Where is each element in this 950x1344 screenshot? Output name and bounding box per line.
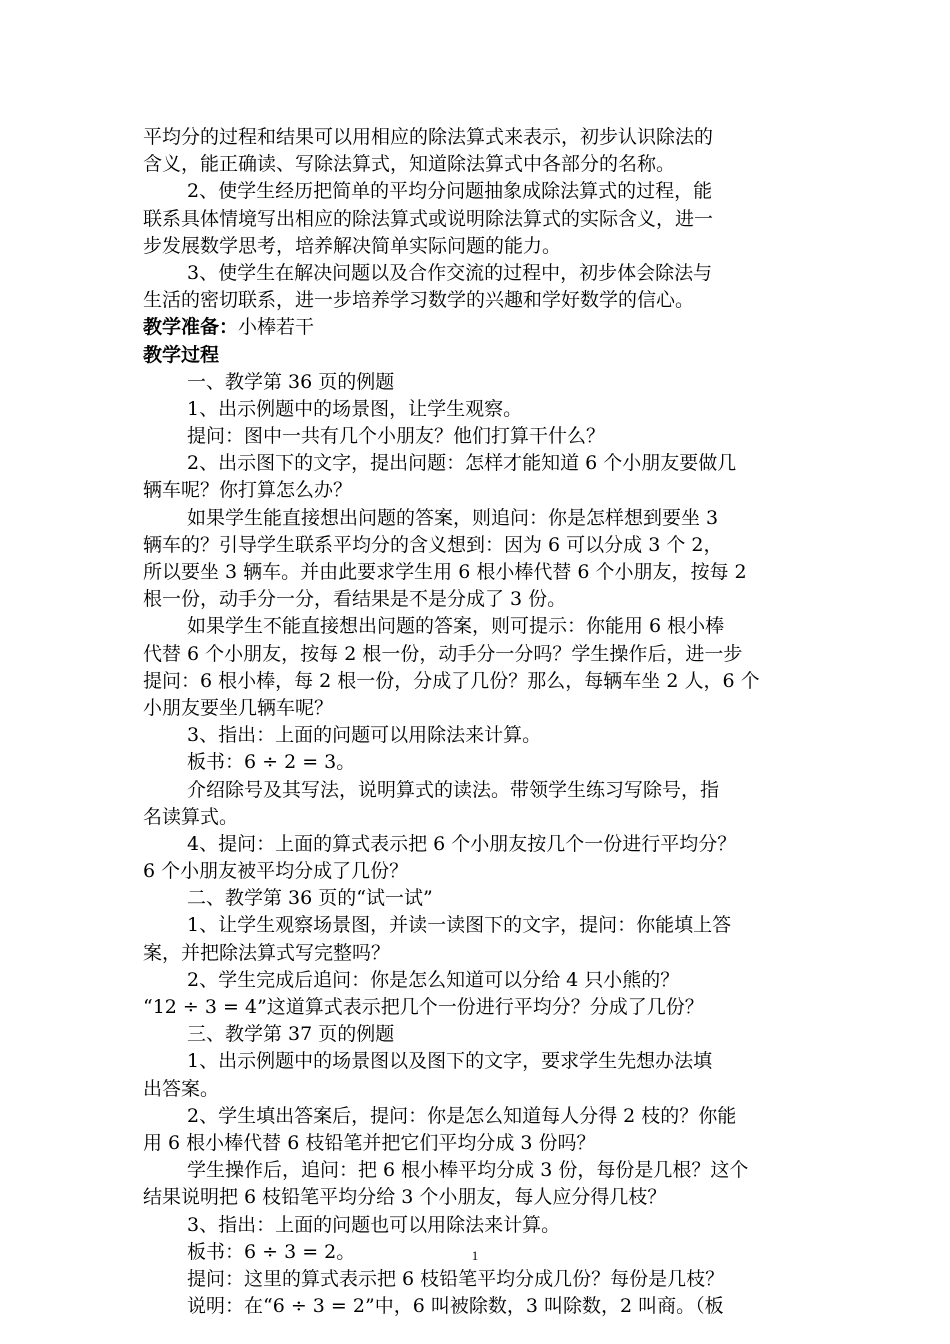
page-number: 1: [471, 1248, 479, 1263]
text-line: 步发展数学思考，培养解决简单实际问题的能力。: [143, 234, 562, 257]
text-line: 6 个小朋友被平均分成了几份？: [143, 860, 409, 883]
text-line: 2、学生填出答案后，提问：你是怎么知道每人分得 2 枝的？你能: [187, 1104, 737, 1127]
text-line: 提问：这里的算式表示把 6 枝铅笔平均分成几份？每份是几枝？: [187, 1267, 725, 1290]
text-line: 小朋友要坐几辆车呢？: [143, 696, 334, 719]
text-line: 案，并把除法算式写完整吗？: [143, 941, 391, 964]
text-line: “12 ÷ 3 = 4”这道算式表示把几个一份进行平均分？分成了几份？: [143, 996, 704, 1018]
text-line: 如果学生能直接想出问题的答案，则追问：你是怎样想到要坐 3: [187, 506, 719, 529]
text-line: 结果说明把 6 枝铅笔平均分给 3 个小朋友，每人应分得几枝？: [143, 1186, 667, 1209]
text-line: 联系具体情境写出相应的除法算式或说明除法算式的实际含义，进一: [143, 207, 714, 230]
teaching-preparation: [143, 314, 811, 341]
text-line: 生活的密切联系，进一步培养学习数学的兴趣和学好数学的信心。: [143, 289, 695, 312]
text-line: 提问：6 根小棒，每 2 根一份，分成了几份？那么，每辆车坐 2 人，6 个: [143, 669, 760, 692]
text-line: 代替 6 个小朋友，按每 2 根一份，动手分一分吗？学生操作后，进一步: [143, 642, 743, 665]
text-line: 辆车呢？你打算怎么办？: [143, 479, 353, 502]
text-line: 3、使学生在解决问题以及合作交流的过程中，初步体会除法与: [187, 261, 713, 284]
text-line: 学生操作后，追问：把 6 根小棒平均分成 3 份，每份是几根？这个: [187, 1159, 749, 1182]
text-line: 三、教学第 37 页的例题: [187, 1023, 395, 1046]
text-line: 如果学生不能直接想出问题的答案，则可提示：你能用 6 根小棒: [187, 615, 725, 638]
text-line: 含义，能正确读、写除法算式，知道除法算式中各部分的名称。: [143, 153, 676, 176]
text-line: 1、出示例题中的场景图，让学生观察。: [187, 397, 523, 420]
text-line: 1、让学生观察场景图，并读一读图下的文字，提问：你能填上答: [187, 914, 732, 937]
text-line: 平均分的过程和结果可以用相应的除法算式来表示，初步认识除法的: [143, 126, 714, 148]
text-line: 辆车的？引导学生联系平均分的含义想到：因为 6 可以分成 3 个 2，: [143, 533, 723, 556]
text-line: 用 6 根小棒代替 6 枝铅笔并把它们平均分成 3 份吗？: [143, 1131, 596, 1154]
text-line: 出答案。: [143, 1077, 220, 1100]
text-line: 说明：在“6 ÷ 3 = 2”中，6 叫被除数，3 叫除数，2 叫商。（板: [187, 1295, 724, 1318]
text-line: 根一份，动手分一分，看结果是不是分成了 3 份。: [143, 588, 567, 611]
text-line: 板书：6 ÷ 3 = 2。: [187, 1240, 356, 1263]
text-line: 名读算式。: [143, 805, 239, 828]
text-line: 1、出示例题中的场景图以及图下的文字，要求学生先想办法填: [187, 1050, 713, 1073]
text-line: 4、提问：上面的算式表示把 6 个小朋友按几个一份进行平均分？: [187, 832, 737, 855]
text-line: 板书：6 ÷ 2 = 3。: [187, 751, 356, 774]
text-line: 2、学生完成后追问：你是怎么知道可以分给 4 只小熊的？: [187, 968, 680, 991]
text-line: 所以要坐 3 辆车。并由此要求学生用 6 根小棒代替 6 个小朋友，按每 2: [143, 561, 747, 583]
text-line: 3、指出：上面的问题可以用除法来计算。: [187, 724, 542, 747]
text-line: 一、教学第 36 页的例题: [187, 370, 395, 393]
teaching-preparation-text: 小棒若干: [238, 316, 315, 339]
text-line: 3、指出：上面的问题也可以用除法来计算。: [187, 1213, 561, 1236]
text-line: 介绍除号及其写法，说明算式的读法。带领学生练习写除号，指: [187, 778, 720, 801]
text-line: 2、使学生经历把简单的平均分问题抽象成除法算式的过程，能: [187, 180, 713, 203]
teaching-preparation-label: 教学准备：: [143, 316, 239, 339]
text-line: 二、教学第 36 页的“试一试”: [187, 887, 433, 910]
document-body: [143, 124, 811, 1320]
text-line: 提问：图中一共有几个小朋友？他们打算干什么？: [187, 425, 606, 448]
text-line: 2、出示图下的文字，提出问题：怎样才能知道 6 个小朋友要做几: [187, 452, 737, 475]
section-heading: 教学过程: [143, 343, 220, 366]
